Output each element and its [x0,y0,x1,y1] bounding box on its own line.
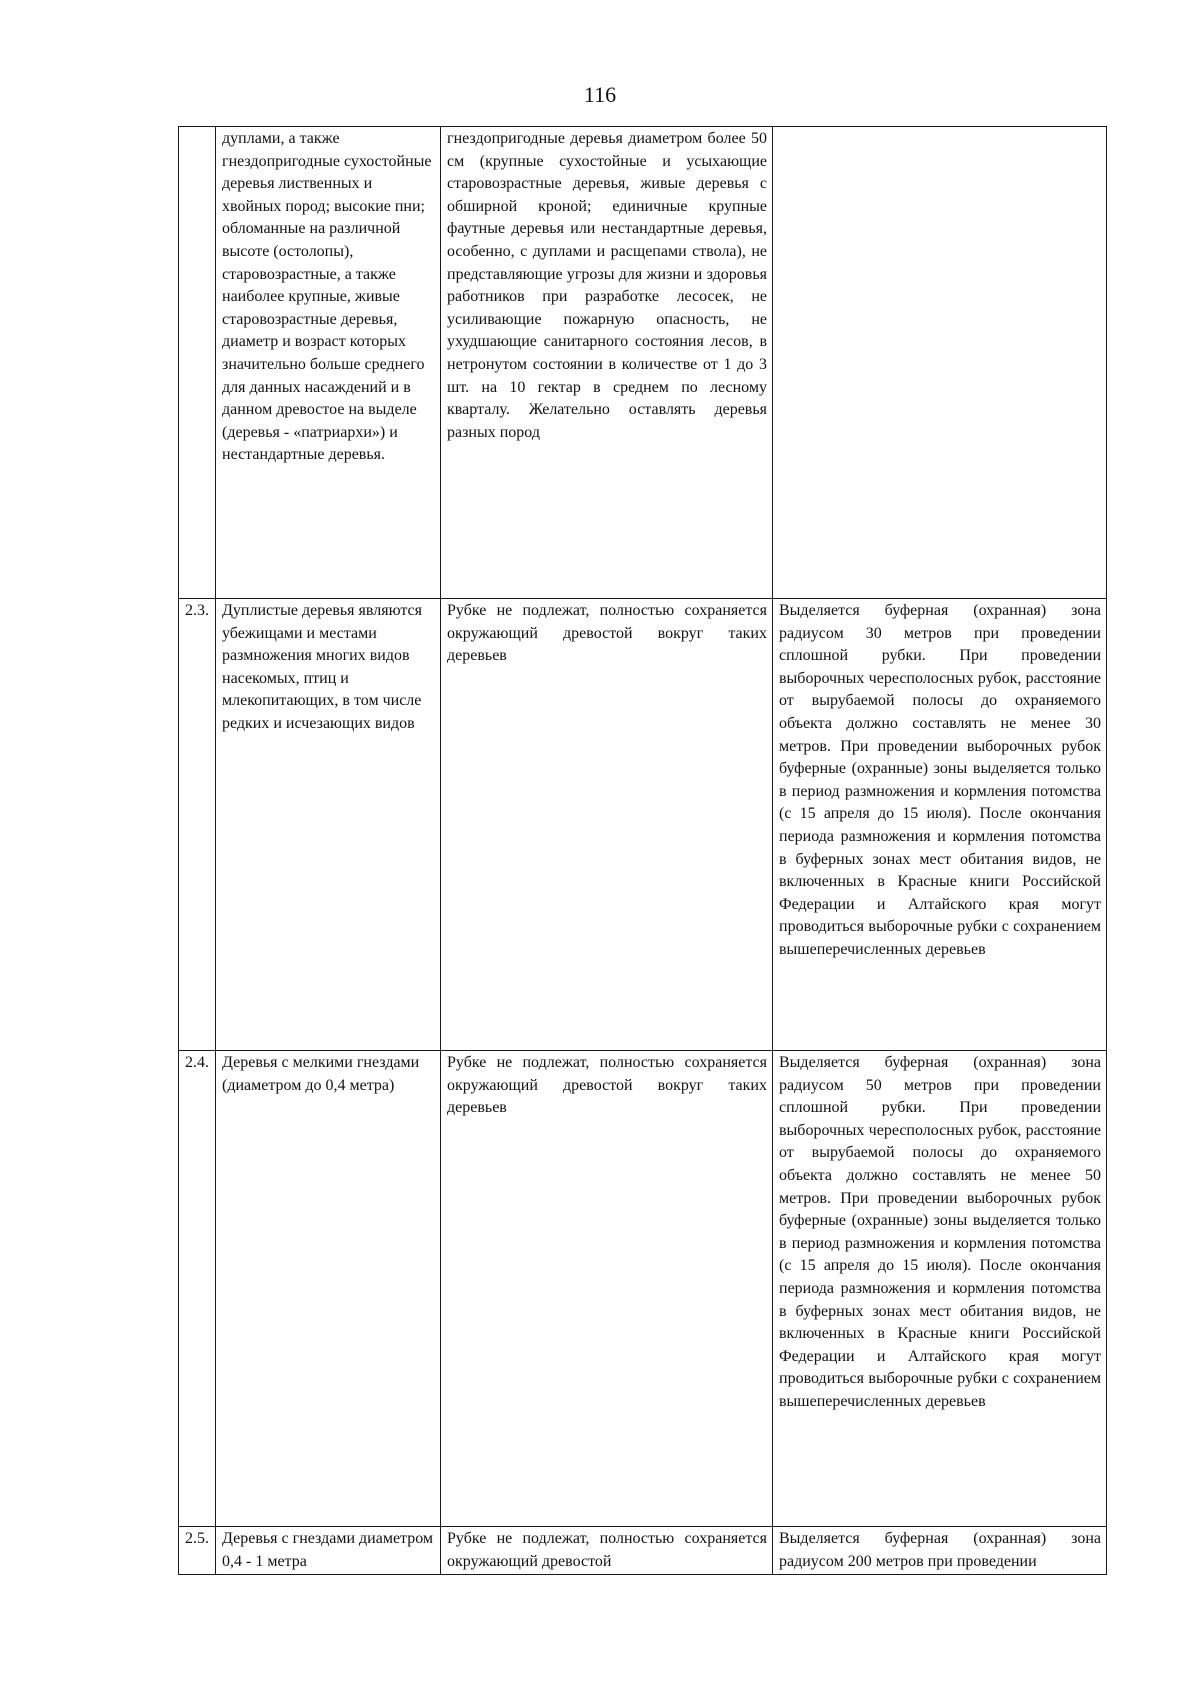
felling-rule-cell: Рубке не подлежат, полностью сохраняется окружающий древостой вокруг таких деревьев [441,1051,773,1527]
table-row [179,1527,1107,1575]
buffer-zone-cell: Выделяется буферная (охранная) зона радиусом 30 метров при проведении сплошной рубки. При проведении выборочных чересполосных рубок, расстояние от вырубаемой полосы до охраняемого объекта должно составлять не менее 30 метров. При проведении выборочных рубок буферные (охранные) зоны выделяется только в период размножения и кормления потомства (с 15 апреля до 15 июля). После окончания периода размножения и кормления потомства в буферных зонах мест обитания видов, не включенных в Красные книги Российской Федерации и Алтайского края могут проводиться выборочные рубки с сохранением вышеперечисленных деревьев [773,599,1107,1051]
document-table [178,126,1107,1575]
object-description-cell: Деревья с гнездами диаметром 0,4 - 1 метра [216,1527,441,1575]
object-description-cell: дуплами, а также гнездопригодные сухостойные деревья лиственных и хвойных пород; высокие пни; обломанные на различной высоте (остолопы), старовозрастные, а также наиболее крупные, живые старовозрастные деревья, диаметр и возраст которых значительно больше среднего для данных насаждений и в данном древостое на выделе (деревья - «патриархи») и нестандартные деревья. [216,127,441,599]
object-description-cell: Деревья с мелкими гнездами (диаметром до 0,4 метра) [216,1051,441,1527]
felling-rule-cell: гнездопригодные деревья диаметром более 50 см (крупные сухостойные и усыхающие старовозрастные деревья, живые деревья с обширной кроной; единичные крупные фаутные деревья или нестандартные деревья, особенно, с дуплами и расщепами ствола), не представляющие угрозы для жизни и здоровья работников при разработке лесосек, не усиливающие пожарную опасность, не ухудшающие санитарного состояния лесов, в нетронутом состоянии в количестве от 1 до 3 шт. на 10 гектар в среднем по лесному кварталу. Желательно оставлять деревья разных пород [441,127,773,599]
table-row [179,127,1107,599]
row-number-cell [179,127,216,599]
row-number-cell: 2.5. [179,1527,216,1575]
buffer-zone-cell: Выделяется буферная (охранная) зона радиусом 200 метров при проведении [773,1527,1107,1575]
row-number-cell: 2.4. [179,1051,216,1527]
table-row [179,599,1107,1051]
felling-rule-cell: Рубке не подлежат, полностью сохраняется окружающий древостой вокруг таких деревьев [441,599,773,1051]
object-description-cell: Дуплистые деревья являются убежищами и местами размножения многих видов насекомых, птиц и млекопитающих, в том числе редких и исчезающих видов [216,599,441,1051]
table-row [179,1051,1107,1527]
row-number-cell: 2.3. [179,599,216,1051]
felling-rule-cell: Рубке не подлежат, полностью сохраняется окружающий древостой [441,1527,773,1575]
buffer-zone-cell [773,127,1107,599]
buffer-zone-cell: Выделяется буферная (охранная) зона радиусом 50 метров при проведении сплошной рубки. При проведении выборочных чересполосных рубок, расстояние от вырубаемой полосы до охраняемого объекта должно составлять не менее 50 метров. При проведении выборочных рубок буферные (охранные) зоны выделяется только в период размножения и кормления потомства (с 15 апреля до 15 июля). После окончания периода размножения и кормления потомства в буферных зонах мест обитания видов, не включенных в Красные книги Российской Федерации и Алтайского края могут проводиться выборочные рубки с сохранением вышеперечисленных деревьев [773,1051,1107,1527]
page-number: 116 [583,82,617,107]
